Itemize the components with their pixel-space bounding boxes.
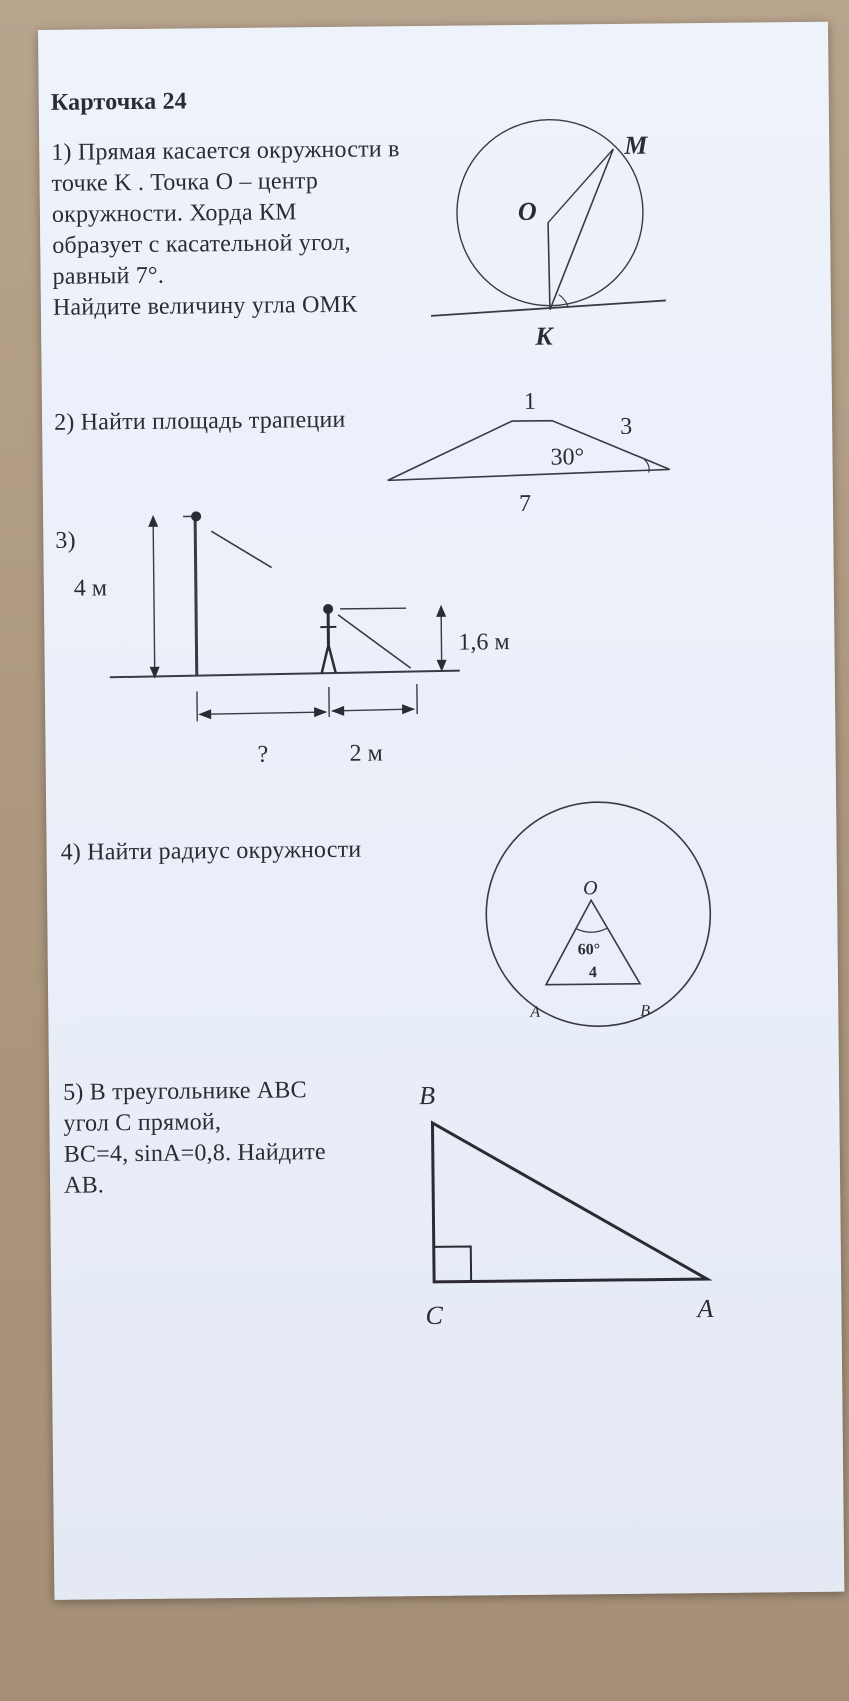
problem-4-figure bbox=[486, 803, 729, 1046]
label-K: K bbox=[535, 321, 553, 351]
person-leg bbox=[321, 645, 328, 673]
problem-5-line: угол С прямой, bbox=[63, 1109, 222, 1137]
problem-5-figure bbox=[399, 1073, 732, 1336]
pole-dimension bbox=[153, 519, 155, 677]
problem-2-figure bbox=[382, 381, 683, 517]
label-shadow: 2 м bbox=[349, 740, 383, 767]
light-ray bbox=[211, 531, 271, 569]
label-O: O bbox=[582, 877, 598, 900]
label-M: M bbox=[624, 130, 648, 160]
label-person-height: 1,6 м bbox=[458, 629, 510, 656]
lamp bbox=[191, 511, 201, 521]
problem-1-line: 1) Прямая касается окружности в bbox=[51, 136, 400, 166]
head-level-line bbox=[340, 608, 406, 609]
right-triangle bbox=[432, 1120, 707, 1282]
problem-5-line: 5) В треугольнике АВС bbox=[62, 1077, 307, 1106]
unknown-distance bbox=[200, 712, 326, 714]
person-head bbox=[323, 604, 333, 614]
segment-OM bbox=[547, 149, 614, 223]
label-angle: 30° bbox=[550, 444, 585, 471]
label-chord: 4 bbox=[588, 964, 597, 982]
problem-1-line: точке K . Точка О – центр bbox=[51, 168, 319, 197]
label-top: 1 bbox=[523, 388, 537, 415]
shadow-ray bbox=[338, 614, 411, 669]
worksheet-card bbox=[38, 22, 844, 1600]
right-angle-mark bbox=[434, 1247, 471, 1282]
problem-1-line: равный 7°. bbox=[52, 262, 165, 290]
label-side: 3 bbox=[620, 413, 633, 440]
problem-1-figure bbox=[429, 103, 691, 351]
arrow-up bbox=[436, 605, 446, 617]
circle bbox=[485, 801, 711, 1027]
ground-line bbox=[110, 671, 460, 678]
label-B: B bbox=[640, 1002, 651, 1020]
problem-5-text bbox=[63, 1075, 326, 1202]
problem-5-line: ВС=4, sinA=0,8. Найдите bbox=[63, 1139, 326, 1168]
problem-2-text: 2) Найти площадь трапеции bbox=[53, 406, 346, 436]
arrow-right bbox=[314, 707, 327, 717]
card-title: Карточка 24 bbox=[50, 88, 188, 116]
shadow-distance bbox=[332, 709, 414, 711]
arrow-left bbox=[331, 706, 344, 716]
problem-1-line: Найдите величину угла ОМК bbox=[52, 291, 358, 321]
arrow-right bbox=[402, 704, 415, 714]
arrow-up bbox=[148, 515, 158, 527]
label-A: A bbox=[697, 1293, 714, 1324]
label-B: B bbox=[419, 1080, 436, 1111]
problem-1-text bbox=[51, 134, 401, 324]
label-bottom: 7 bbox=[518, 490, 532, 517]
problem-3-number: 3) bbox=[55, 527, 76, 554]
problem-1-line: окружности. Хорда КМ bbox=[51, 199, 297, 228]
label-angle: 60° bbox=[577, 941, 601, 959]
problem-1-line: образует с касательной угол, bbox=[52, 229, 351, 259]
person-dimension bbox=[441, 609, 442, 668]
label-unknown: ? bbox=[257, 741, 269, 768]
problem-5-line: АВ. bbox=[63, 1172, 105, 1199]
problem-3-figure bbox=[73, 502, 576, 797]
radius-OK bbox=[548, 223, 550, 310]
chord-KM bbox=[548, 149, 615, 310]
label-A: A bbox=[530, 1003, 541, 1021]
tangent-line bbox=[431, 300, 666, 315]
person-leg bbox=[328, 645, 335, 673]
angle-arc bbox=[575, 928, 607, 932]
lamp-post bbox=[195, 516, 197, 676]
problem-4-text: 4) Найти радиус окружности bbox=[60, 836, 362, 866]
label-C: C bbox=[425, 1300, 443, 1331]
label-pole-height: 4 м bbox=[73, 575, 108, 602]
arrow-left bbox=[198, 709, 211, 719]
label-O: O bbox=[517, 196, 537, 226]
